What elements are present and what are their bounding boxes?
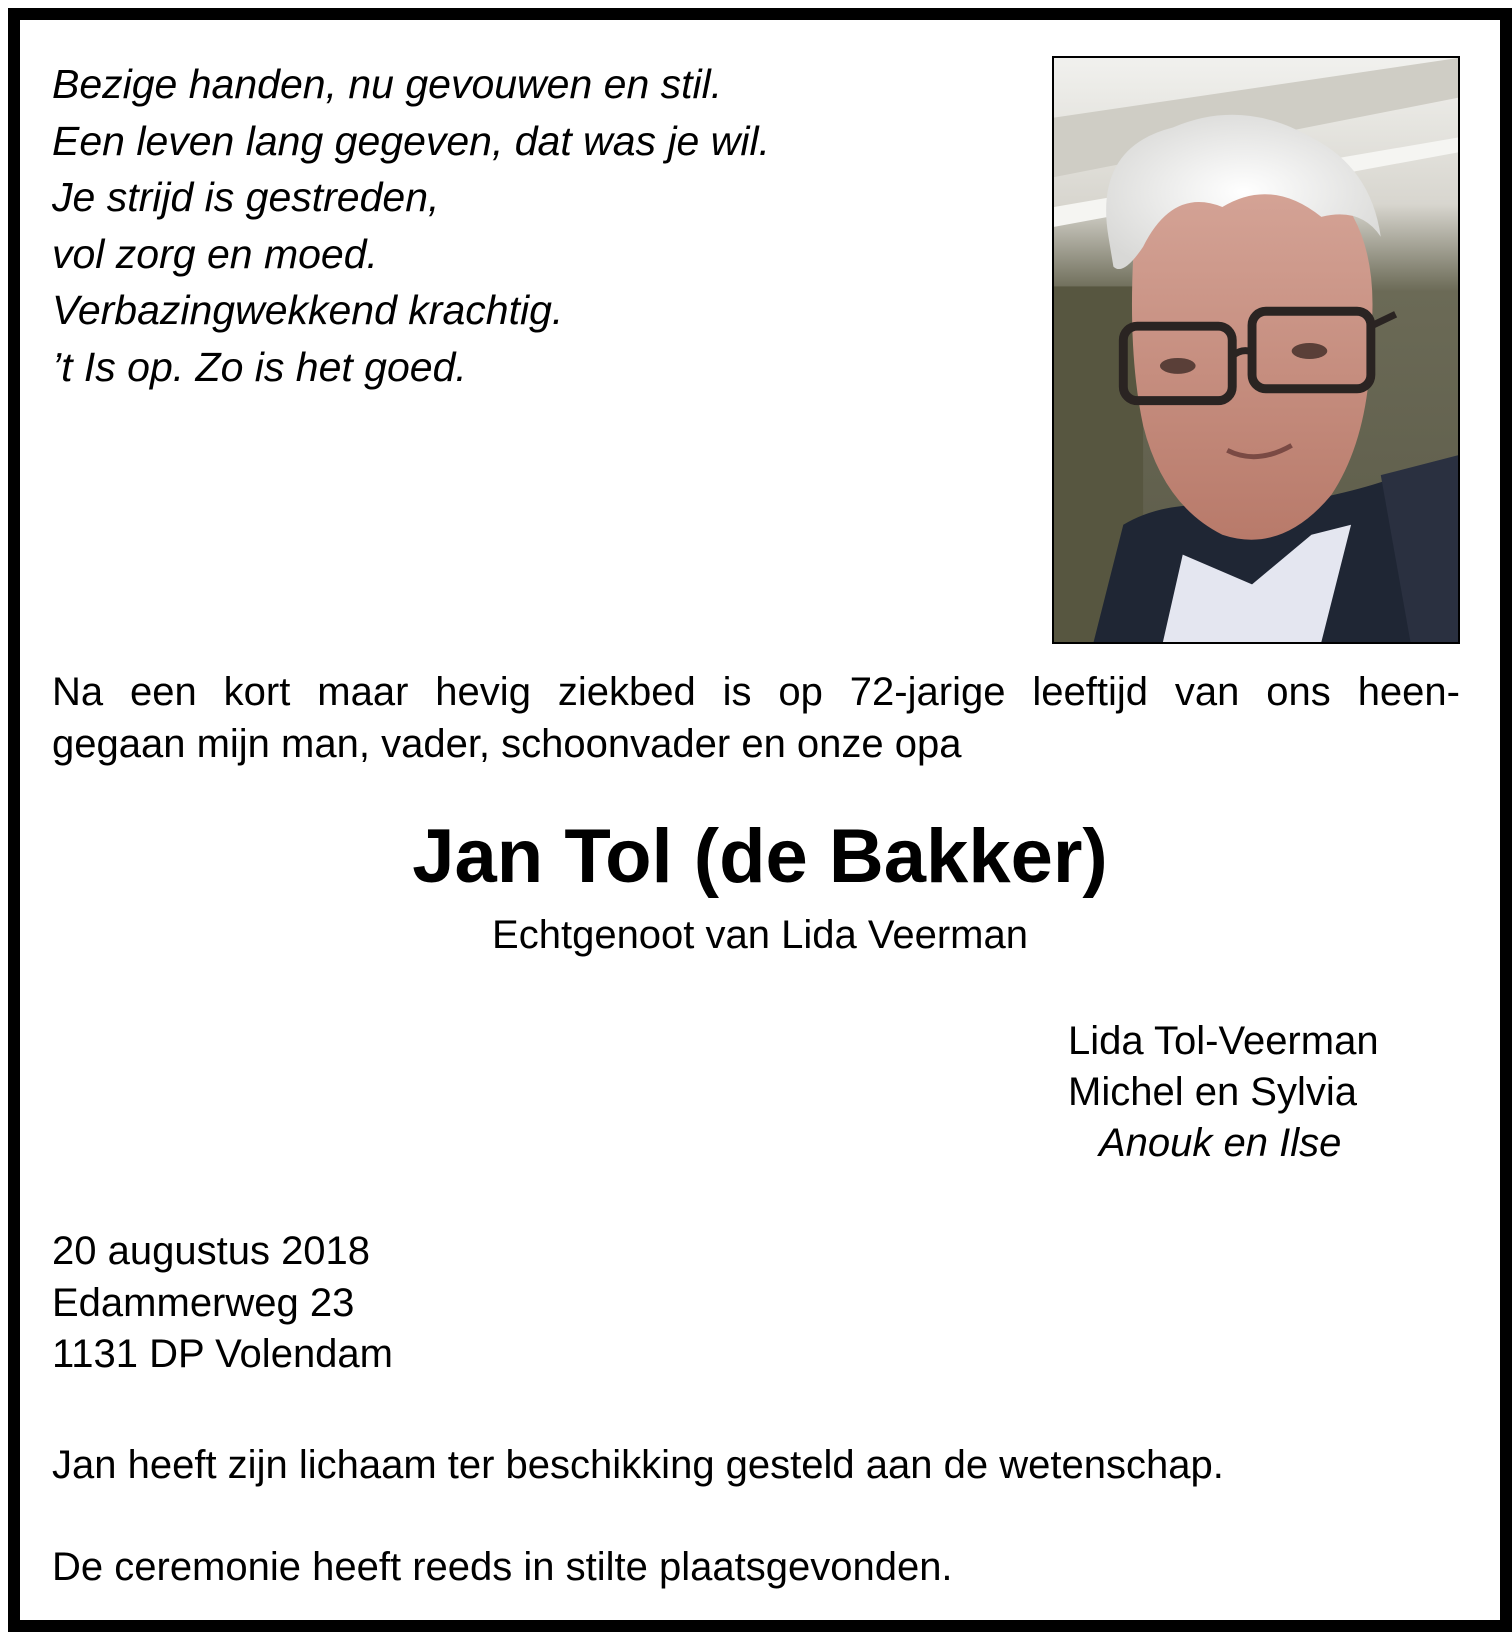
poem-line: ’t Is op. Zo is het goed. <box>52 343 467 390</box>
street-line: Edammerweg 23 <box>52 1280 355 1325</box>
obituary-card <box>8 8 1512 1632</box>
portrait-image <box>1054 58 1458 642</box>
announcement-line: Na een kort maar hevig ziekbed is op 72-jarige leeftijd van ons heen- <box>52 670 1460 714</box>
poem-line: Een leven lang gegeven, dat was je wil. <box>52 117 770 164</box>
city-line: 1131 DP Volendam <box>52 1332 393 1376</box>
deceased-name: Jan Tol (de Bakker) <box>412 814 1108 899</box>
poem-line: Bezige handen, nu gevouwen en stil. <box>52 61 723 107</box>
family-member: Anouk en Ilse <box>1099 1121 1342 1165</box>
family-member: Lida Tol-Veerman <box>1068 1019 1379 1063</box>
poem-line: Je strijd is gestreden, <box>52 174 440 220</box>
announcement-text <box>52 666 1460 770</box>
ceremony-note: De ceremonie heeft reeds in stilte plaatsgevonden. <box>52 1545 953 1589</box>
date-and-address <box>52 1226 393 1381</box>
poem <box>52 56 770 395</box>
poem-line: vol zorg en moed. <box>52 230 378 277</box>
date-line: 20 augustus 2018 <box>52 1229 371 1273</box>
family-signatures <box>1068 1016 1379 1169</box>
portrait-photo <box>1052 56 1460 644</box>
science-donation-note: Jan heeft zijn lichaam ter beschikking gesteld aan de wetenschap. <box>52 1443 1224 1487</box>
spouse-subtitle: Echtgenoot van Lida Veerman <box>492 913 1028 957</box>
family-member: Michel en Sylvia <box>1068 1070 1358 1114</box>
announcement-line: gegaan mijn man, vader, schoonvader en onze opa <box>52 722 962 766</box>
poem-line: Verbazingwekkend krachtig. <box>52 287 564 333</box>
